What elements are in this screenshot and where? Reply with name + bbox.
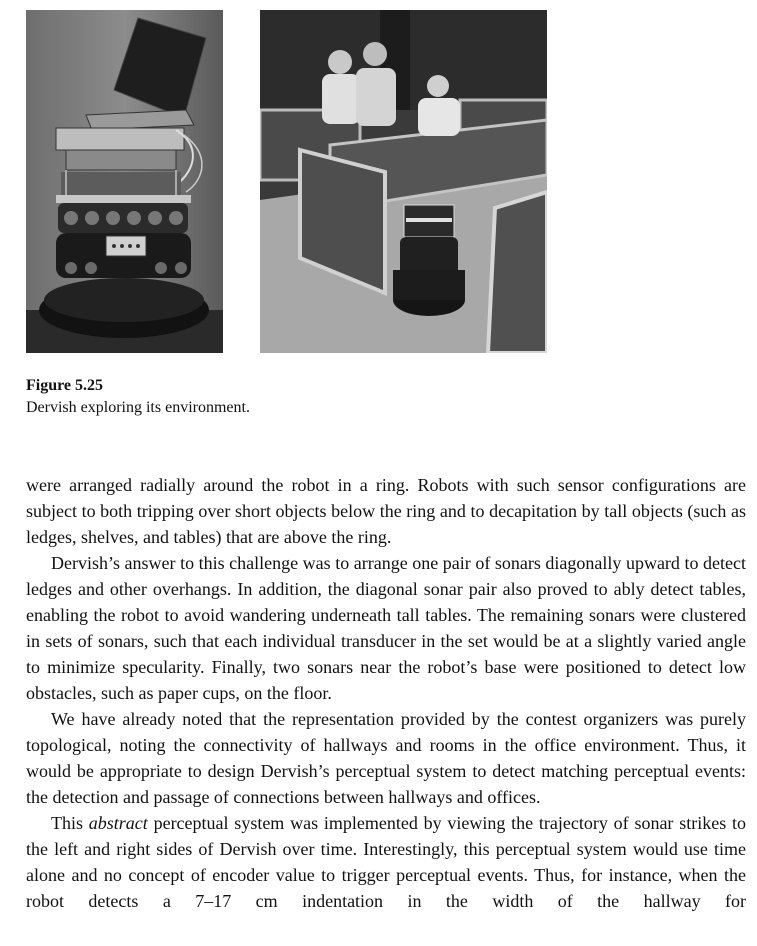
paragraph-4-start: This — [51, 813, 89, 833]
figure-caption: Dervish exploring its environment. — [26, 399, 250, 416]
body-text — [26, 472, 746, 914]
paragraph-2: Dervish’s answer to this challenge was to arrange one pair of sonars diagonally upward to detect ledges and other overhangs. In addition, the diagonal sonar pair also proved to ably detect tables, enabling the robot to avoid wandering underneath tall tables. The remaining sonars were clustered in sets of sonars, such that each individual transducer in the set would be at a slightly varied angle to minimize specularity. Finally, two sonars near the robot’s base were positioned to detect low obstacles, such as paper cups, on the floor. — [26, 553, 746, 703]
emphasis-abstract: abstract — [88, 813, 148, 833]
office-environment-photo — [260, 10, 547, 353]
paragraph-4-rest: perceptual system was implemented by viewing the trajectory of sonar strikes to the left and right sides of Dervish over time. Interestingly, this perceptual system would use time alone and no concept of encoder value to trigger perceptual events. Thus, for instance, when the robot detects a 7–17 cm indentation in the width of the hallway for — [26, 813, 746, 911]
robot-photo — [26, 10, 223, 353]
figure-label: Figure 5.25 — [26, 377, 104, 394]
paragraph-4 — [26, 810, 746, 914]
paragraph-1: were arranged radially around the robot in a ring. Robots with such sensor configurations are subject to both tripping over short objects below the ring and to decapitation by tall objects (such as ledges, shelves, and tables) that are above the ring. — [26, 475, 746, 547]
paragraph-3: We have already noted that the representation provided by the contest organizers was purely topological, noting the connectivity of hallways and rooms in the office environment. Thus, it would be appropriate to design Dervish’s perceptual system to detect matching perceptual events: the detection and passage of connections between hallways and offices. — [26, 709, 746, 807]
